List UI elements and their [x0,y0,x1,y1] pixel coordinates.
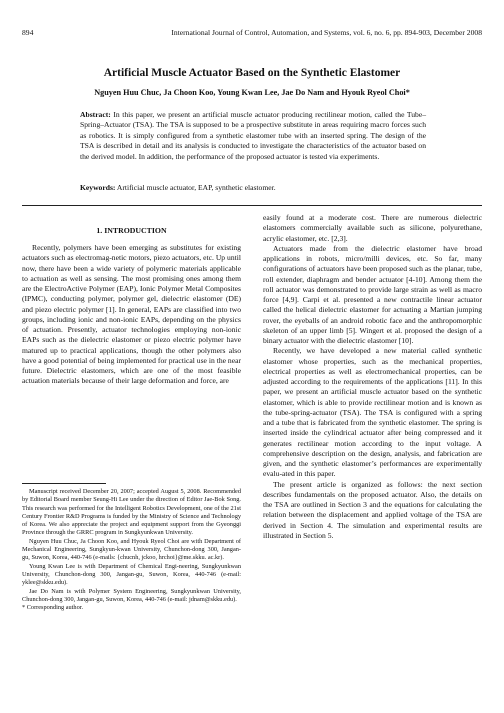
section-heading: 1. INTRODUCTION [96,226,167,235]
header-divider [22,205,482,206]
footnote-affiliation: Young Kwan Lee is with Department of Chemical Engi-neering, Sungkyunkwan University, Chunchon-dong 300, Jangan-gu, Suwon, Korea, 440-746 (e-mail: yklee@skku.edu). [22,562,241,587]
footnote-corresponding: * Corresponding author. [22,604,84,612]
paper-title: Artificial Muscle Actuator Based on the Synthetic Elastomer [103,67,401,79]
footnote-affiliation: Nguyen Huu Chuc, Ja Choon Koo, and Hyouk Ryeol Choi are with Department of Mechanical Engineering, Sungkyun-kwan University, Chunchon-dong 300, Jangan-gu, Suwon, Korea, 440-746 (e-mails: {chucnh, jckoo, hrchoi}@me.skku. ac.kr). [22,537,241,562]
author-list: Nguyen Huu Chuc, Ja Choon Koo, Young Kwan Lee, Jae Do Nam and Hyouk Ryeol Choi* [94,88,410,97]
keywords [80,183,426,193]
paragraph: Recently, polymers have been emerging as substitutes for existing actuators such as electromag-netic motors, piezo actuators, etc. Up until now, there have been a wide variety of polymeric materials applicable to actuation as well as sensing. The most promising ones among them are the ElectroActive Polymer (EAP), Ionic Polymer Metal Composites (IPMC), conducting polymer, polymer gel, dielectric elastomer (DE) and piezo electric polymer [1]. In general, EAPs are classified into two groups, including ionic and non-ionic EAPs, depending on the physics of actuation. Presently, actuator technologies employing non-ionic EAPs such as the dielectric elastomer or piezo electric polymer have matured up to practical applications, though the other polymers also have a good potential of being implemented for practical use in the near future. Dielectric elastomers, which are one of the most feasible actuation materials because of their large deformation and force, are [22,243,241,386]
abstract-text: In this paper, we present an artificial muscle actuator producing rectilinear motion, called the Tube–Spring–Actuator (TSA). The TSA is supposed to be a prospective substitute in areas requiring macro forces such as robotics. It is simply configured from a synthetic elastomer tube with an inserted spring. The design of the TSA is described in detail and its analysis is conducted to investigate the characteristics of the actuator based on the derived model. In addition, the performance of the proposed actuator is tested via experiments. [80,110,426,161]
footnote-affiliation: Jae Do Nam is with Polymer System Engineering, Sungkyunkwan University, Chunchon-dong 300, Jangan-gu, Suwon, Korea, 440-746 (e-mail: jdnam@skku.edu). [22,587,241,603]
running-title: International Journal of Control, Automation, and Systems, vol. 6, no. 6, pp. 894-903, December 2008 [171,28,482,37]
page-number: 894 [22,28,34,37]
keywords-text: Artificial muscle actuator, EAP, synthetic elastomer. [115,183,276,192]
running-header [22,28,482,40]
abstract [80,110,426,162]
keywords-label: Keywords: [80,183,116,192]
footnotes [22,488,241,612]
footnote-divider [22,483,106,484]
footnote-received: Manuscript received December 20, 2007; accepted August 5, 2008. Recommended by Editorial Board member Seung-Hi Lee under the direction of Editor Jae-Bok Song. This research was performed for the Intelligent Robotics Development, one of the 21st Century Frontier R&D Programs is funded by the Ministry of Science and Technology of Korea. We also appreciate the project and equipment support from the Gyeonggi Province through the GRRC program in Sungkyunkwan University. [22,488,241,537]
left-column [22,243,241,387]
abstract-label: Abstract: [80,110,111,119]
paragraph: The present article is organized as follows: the next section describes fundamentals on the proposed actuator. Also, the details on the TSA are outlined in Section 3 and the equations for calculating the relation between the displacement and applied voltage of the TSA are derived in Section 4. The simulation and experimental results are illustrated in Section 5. [263,479,482,540]
paragraph: Recently, we have developed a new material called synthetic elastomer whose properties, such as the mechanical properties, electrical properties as well as electromechanical properties, can be adjusted according to the requirements of the applications [11]. In this paper, we present an artificial muscle actuator based on the synthetic elastomer, which is able to provide rectilinear motion and is known as the tube-spring-actuator (TSA). The TSA is configured with a spring and a tube that is fabricated from the synthetic elastomer. The spring is inserted inside the cylindrical actuator after being compressed and it generates rectilinear motion according to the input voltage. A comprehensive description on the design, analysis, and fabrication are given, and the synthetic elastomer’s performances are experimentally evalu-ated in this paper. [263,346,482,479]
paragraph: Actuators made from the dielectric elastomer have broad applications in robots, micro/milli devices, etc. So far, many configurations of actuators have been proposed such as the planar, tube, roll extender, diaphragm and bender actuator [4-10]. Among them the roll actuator was demonstrated to provide large strain as well as macro force [4,9]. Carpi et al. presented a new contractile linear actuator called the helical dielectric elastomer for actuating a Martian jumping rover, the eyeballs of an android robotic face and the anthropomorphic skeleton of an upper limb [5]. Wingert et al. proposed the design of a binary actuator with the dielectric elastomer [10]. [263,243,482,345]
paragraph: easily found at a moderate cost. There are numerous dielectric elastomers commercially available such as silicone, polyurethane, acrylic elastomer, etc. [2,3]. [263,213,482,243]
right-column [263,213,482,541]
